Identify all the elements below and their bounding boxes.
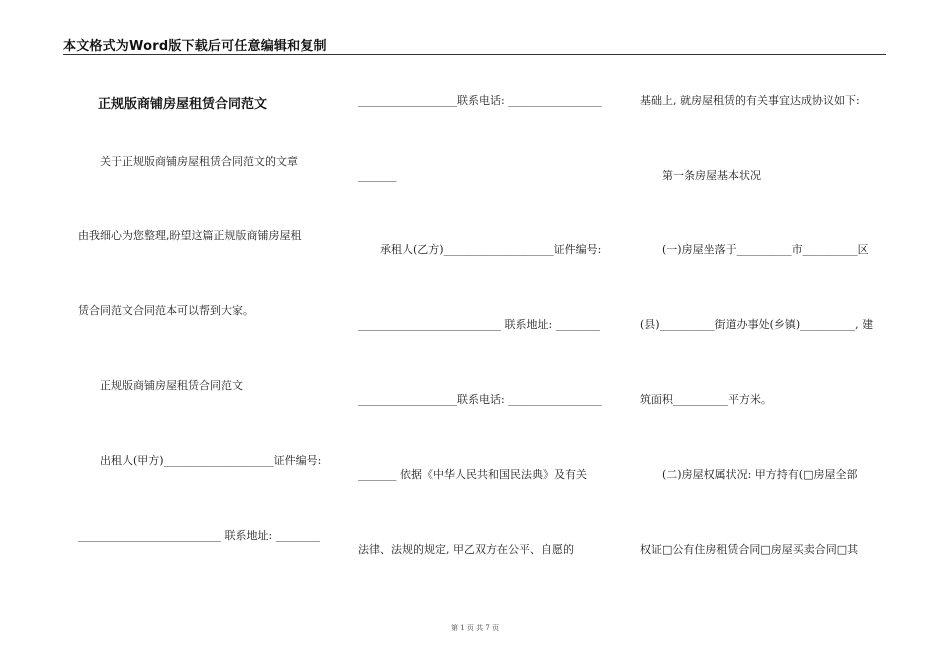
- col1-line: 赁合同范文合同范本可以帮到大家。: [78, 304, 254, 317]
- col1-line: __________________________ 联系地址: ________: [78, 529, 320, 542]
- col2-line: _______: [358, 169, 397, 182]
- col1-line: 关于正规版商铺房屋租赁合同范文的文章: [100, 155, 298, 168]
- col3-line: 第一条房屋基本状况: [662, 169, 761, 182]
- col1-line: 正规版商铺房屋租赁合同范文: [100, 379, 243, 392]
- col2-line: 承租人(乙方)____________________证件编号:: [380, 243, 602, 256]
- col3-line: (一)房屋坐落于__________市__________区: [662, 243, 869, 256]
- col3-line: (县)__________街道办事处(乡镇)__________, 建: [640, 318, 874, 331]
- col3-line: 筑面积__________平方米。: [640, 393, 772, 406]
- col2-line: __________________联系电话: _________________: [358, 94, 602, 107]
- col2-line: 法律、法规的规定, 甲乙双方在公平、自愿的: [358, 543, 574, 556]
- col1-line: 出租人(甲方)____________________证件编号:: [100, 454, 322, 467]
- col3-line: 基础上, 就房屋租赁的有关事宜达成协议如下:: [640, 94, 860, 107]
- download-note: 本文格式为Word版下载后可任意编辑和复制: [63, 39, 327, 54]
- document-title: 正规版商铺房屋租赁合同范文: [98, 97, 268, 112]
- header-divider: [63, 54, 886, 55]
- page-number: 第 1 页 共 7 页: [450, 624, 500, 632]
- col2-line: __________________联系电话: _________________: [358, 393, 602, 406]
- col1-line: 由我细心为您整理,盼望这篇正规版商铺房屋租: [78, 229, 302, 242]
- col3-line: 权证□公有住房租赁合同□房屋买卖合同□其: [640, 543, 859, 556]
- col2-line: __________________________ 联系地址: ________: [358, 318, 600, 331]
- col2-line: _______ 依据《中华人民共和国民法典》及有关: [358, 468, 587, 481]
- col3-line: (二)房屋权属状况: 甲方持有(□房屋全部: [662, 468, 858, 481]
